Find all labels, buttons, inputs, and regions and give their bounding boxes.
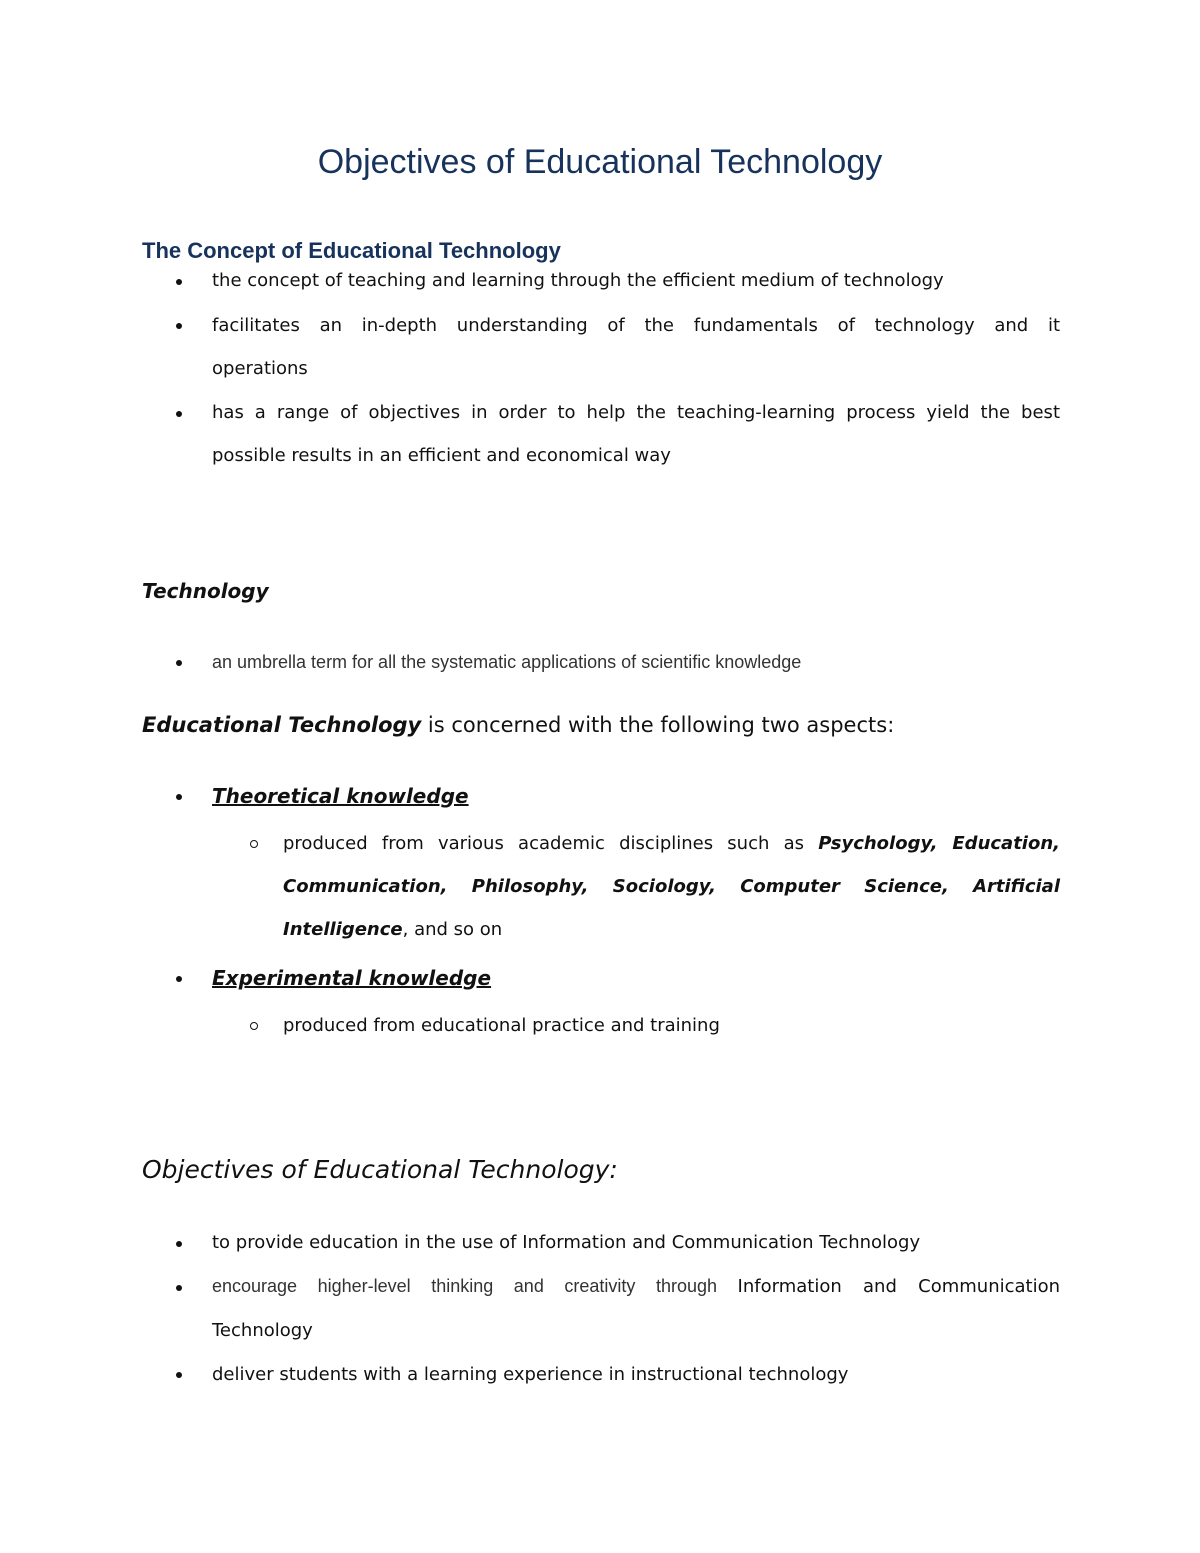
objective-2-ict: Information and Communication (737, 1276, 1061, 1297)
bullet-icon (176, 660, 182, 666)
concept-bullet-2-line-1: facilitates an in-depth understanding of the fundamentals of technology and it (212, 315, 1060, 336)
objective-2-line-1 (212, 1265, 1060, 1308)
concept-bullet-2-line-2: operations (212, 358, 308, 379)
objective-3: deliver students with a learning experience in instructional technology (212, 1364, 849, 1385)
educational-technology-term: Educational Technology (142, 713, 422, 737)
bullet-icon (176, 794, 182, 800)
bullet-icon (176, 323, 182, 329)
bullet-icon (176, 1241, 182, 1247)
bullet-icon (176, 279, 182, 285)
theoretical-line-3 (283, 908, 1060, 951)
theoretical-line-1 (283, 822, 1060, 865)
concept-bullet-1: the concept of teaching and learning through the efficient medium of technology (212, 270, 944, 291)
experimental-sub: produced from educational practice and training (283, 1015, 720, 1036)
theoretical-line-3-rest: , and so on (402, 919, 503, 940)
experimental-knowledge-label: Experimental knowledge (212, 966, 492, 990)
theoretical-line-2: Communication, Philosophy, Sociology, Computer Science, Artificial (283, 876, 1060, 897)
educational-technology-rest: is concerned with the following two aspects: (421, 713, 895, 737)
bullet-icon (176, 1285, 182, 1291)
theoretical-knowledge-label: Theoretical knowledge (212, 784, 469, 808)
technology-bullet: an umbrella term for all the systematic applications of scientific knowledge (212, 652, 802, 672)
technology-heading: Technology (142, 579, 269, 603)
theoretical-line-3-term: Intelligence (283, 919, 403, 940)
page-title: Objectives of Educational Technology (317, 143, 883, 181)
concept-bullet-3-line-1: has a range of objectives in order to help the teaching-learning process yield the best (212, 402, 1060, 423)
objectives-heading: Objectives of Educational Technology: (142, 1155, 618, 1184)
bullet-icon (176, 976, 182, 982)
objective-2-line-2: Technology (212, 1320, 313, 1341)
bullet-icon (176, 411, 182, 417)
objective-1: to provide education in the use of Information and Communication Technology (212, 1232, 921, 1253)
educational-technology-intro (142, 707, 894, 743)
concept-bullet-3-line-2: possible results in an efficient and economical way (212, 445, 671, 466)
concept-heading: The Concept of Educational Technology (142, 238, 561, 263)
objective-2-text: encourage higher-level thinking and creativity through (212, 1276, 738, 1296)
circle-bullet-icon (250, 1022, 258, 1030)
theoretical-line-1-text: produced from various academic disciplines such as (283, 833, 819, 854)
circle-bullet-icon (250, 840, 258, 848)
bullet-icon (176, 1372, 182, 1378)
theoretical-line-1-disciplines: Psychology, Education, (818, 833, 1060, 854)
